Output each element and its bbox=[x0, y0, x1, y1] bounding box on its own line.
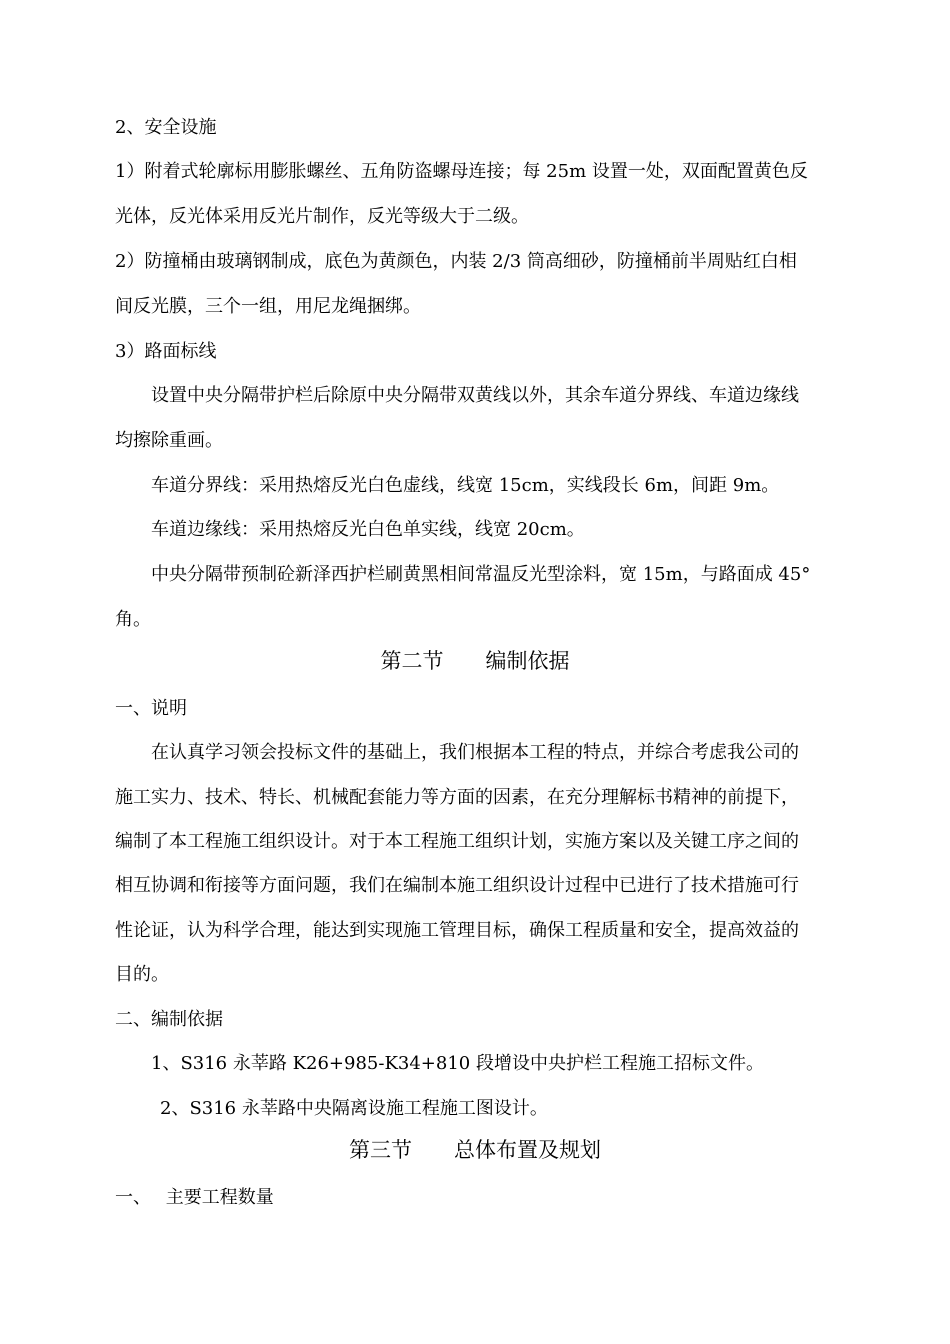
basis-item-2: 2、S316 永莘路中央隔离设施工程施工图设计。 bbox=[160, 1098, 548, 1119]
paragraph-markings-line-2: 均擦除重画。 bbox=[115, 430, 223, 451]
section-compilation-basis: 二、编制依据 bbox=[115, 1009, 223, 1030]
section-heading-3: 第三节 总体布置及规划 bbox=[349, 1138, 601, 1162]
paragraph-delineator-line-2: 光体，反光体采用反光片制作，反光等级大于二级。 bbox=[115, 206, 529, 227]
paragraph-lane-edge: 车道边缘线：采用热熔反光白色单实线，线宽 20cm。 bbox=[151, 519, 585, 540]
paragraph-explanation-line-6: 目的。 bbox=[115, 964, 169, 985]
paragraph-explanation-line-5: 性论证，认为科学合理，能达到实现施工管理目标，确保工程质量和安全，提高效益的 bbox=[115, 920, 799, 941]
paragraph-explanation-line-3: 编制了本工程施工组织设计。对于本工程施工组织计划，实施方案以及关键工序之间的 bbox=[115, 831, 799, 852]
paragraph-lane-divider: 车道分界线：采用热熔反光白色虚线，线宽 15cm，实线段长 6m，间距 9m。 bbox=[151, 475, 780, 496]
paragraph-median-paint-line-1: 中央分隔带预制砼新泽西护栏刷黄黑相间常温反光型涂料，宽 15m，与路面成 45° bbox=[151, 564, 811, 585]
basis-item-1: 1、S316 永莘路 K26+985-K34+810 段增设中央护栏工程施工招标文件。 bbox=[151, 1053, 764, 1074]
paragraph-crash-barrel-line-1: 2）防撞桶由玻璃钢制成，底色为黄颜色，内装 2/3 筒高细砂，防撞桶前半周贴红白相 bbox=[115, 251, 797, 272]
paragraph-explanation-line-1: 在认真学习领会投标文件的基础上，我们根据本工程的特点，并综合考虑我公司的 bbox=[151, 742, 799, 763]
paragraph-explanation-line-2: 施工实力、技术、特长、机械配套能力等方面的因素，在充分理解标书精神的前提下， bbox=[115, 787, 799, 808]
paragraph-median-paint-line-2: 角。 bbox=[115, 609, 151, 630]
section-heading-2: 第二节 编制依据 bbox=[380, 649, 570, 673]
paragraph-crash-barrel-line-2: 间反光膜，三个一组，用尼龙绳捆绑。 bbox=[115, 296, 421, 317]
subsection-road-markings: 3）路面标线 bbox=[115, 341, 217, 362]
paragraph-explanation-line-4: 相互协调和衔接等方面问题，我们在编制本施工组织设计过程中已进行了技术措施可行 bbox=[115, 875, 799, 896]
paragraph-delineator-line-1: 1）附着式轮廓标用膨胀螺丝、五角防盗螺母连接；每 25m 设置一处，双面配置黄色反 bbox=[115, 161, 808, 182]
section-safety-facilities: 2、安全设施 bbox=[115, 117, 217, 138]
section-explanation: 一、说明 bbox=[115, 698, 187, 719]
paragraph-markings-line-1: 设置中央分隔带护栏后除原中央分隔带双黄线以外，其余车道分界线、车道边缘线 bbox=[151, 385, 799, 406]
section-main-quantities: 一、 主要工程数量 bbox=[115, 1187, 274, 1208]
